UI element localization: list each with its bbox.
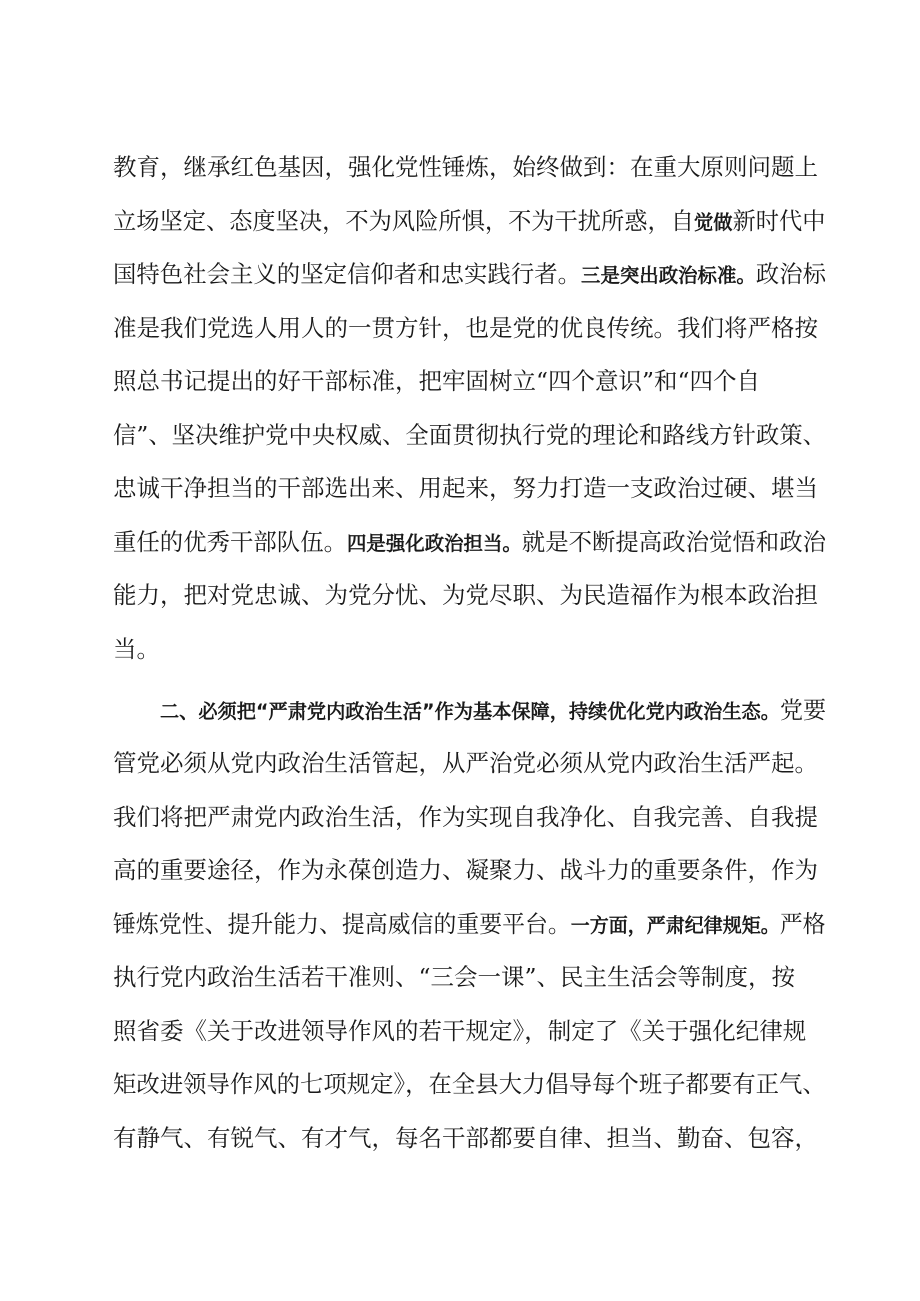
text-line [113, 743, 818, 783]
text-run: 党要 [779, 696, 827, 724]
text-run: 执行党内政治生活若干准则、“三会一课”、民主生活会等制度，按 [113, 963, 796, 991]
text-line [113, 147, 818, 187]
text-run: 准是我们党选人用人的一贯方针，也是党的优良传统。我们将严格按 [113, 314, 818, 342]
text-run: 国特色社会主义的坚定信仰者和忠实践行者。 [113, 260, 582, 288]
text-line [113, 850, 818, 890]
text-line [113, 1064, 826, 1104]
text-line [160, 690, 826, 730]
text-line [113, 1011, 806, 1051]
bold-text-run: 四是强化政治担当。 [347, 532, 522, 555]
text-line [113, 254, 826, 294]
text-run: 立场坚定、态度坚决，不为风险所惧，不为干扰所惑，自 [113, 207, 694, 235]
text-run: 照省委《关于改进领导作风的若干规定》，制定了《关于强化纪律规 [113, 1017, 807, 1045]
bold-text-run: 一方面，严肃纪律规矩。 [570, 914, 780, 937]
text-run: 矩改进领导作风的七项规定》，在全县大力倡导每个班子都要有正气、 [113, 1070, 826, 1098]
text-run: 严格 [779, 910, 826, 938]
text-run: 我们将把严肃党内政治生活，作为实现自我净化、自我完善、自我提 [113, 803, 818, 831]
bold-text-run: 三是突出政治标准。 [581, 264, 756, 287]
text-run: 教育，继承红色基因，强化党性锤炼，始终做到：在重大原则问题上 [113, 153, 818, 181]
text-line [113, 201, 826, 241]
text-line [113, 522, 826, 562]
text-run: 照总书记提出的好干部标准，把牢固树立“四个意识”和“四个自 [113, 367, 761, 395]
text-line [113, 797, 818, 837]
text-line [113, 629, 160, 669]
text-line [113, 1118, 818, 1158]
text-run: 高的重要途径，作为永葆创造力、凝聚力、战斗力的重要条件，作为 [113, 856, 818, 884]
text-run: 忠诚干净担当的干部选出来、用起来，努力打造一支政治过硬、堪当 [113, 474, 818, 502]
text-line [113, 415, 826, 455]
text-run: 就是不断提高政治觉悟和政治 [521, 528, 827, 556]
text-run: 政治标 [755, 260, 827, 288]
text-run: 重任的优秀干部队伍。 [113, 528, 348, 556]
text-run: 信”、坚决维护党中央权威、全面贯彻执行党的理论和路线方针政策、 [113, 421, 827, 449]
bold-text-run: 觉做 [693, 211, 733, 234]
text-line [113, 957, 795, 997]
text-run: 当。 [113, 635, 160, 663]
text-run: 能力，把对党忠诚、为党分忧、为党尽职、为民造福作为根本政治担 [113, 581, 818, 609]
text-run: 新时代中 [732, 207, 826, 235]
bold-heading-run: 二、必须把“严肃党内政治生活”作为基本保障，持续优化党内政治生态。 [160, 700, 780, 723]
text-line [113, 361, 760, 401]
text-line [113, 468, 818, 508]
text-run: 锤炼党性、提升能力、提高威信的重要平台。 [113, 910, 571, 938]
text-run: 有静气、有锐气、有才气，每名干部都要自律、担当、勤奋、包容， [113, 1124, 818, 1152]
text-line [113, 575, 818, 615]
text-line [113, 308, 818, 348]
text-line [113, 904, 826, 944]
text-run: 管党必须从党内政治生活管起，从严治党必须从党内政治生活严起。 [113, 749, 818, 777]
